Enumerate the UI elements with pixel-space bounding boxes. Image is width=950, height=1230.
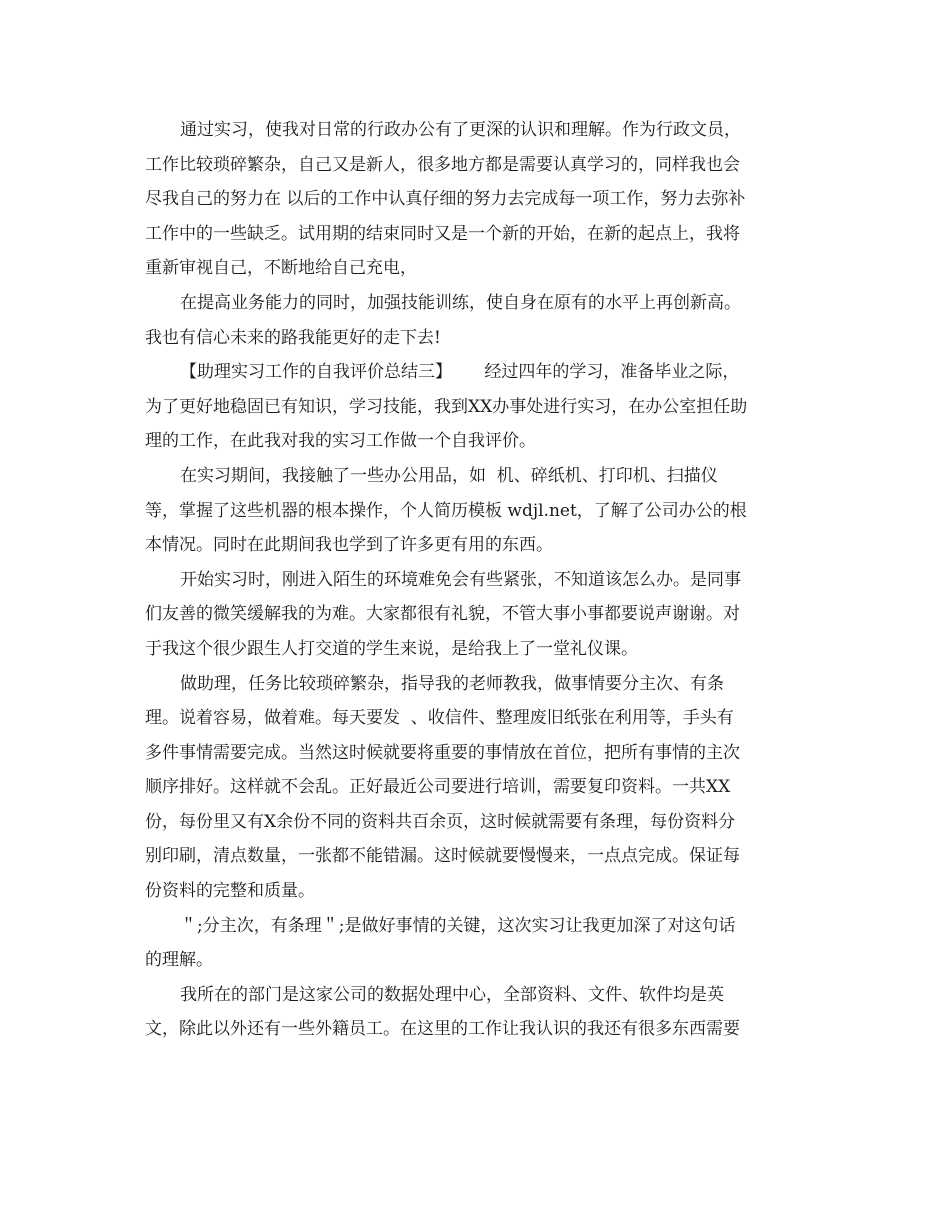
paragraph-5-line-1: 开始实习时，刚进入陌生的环境难免会有些紧张，不知道该怎么办。是同事 xyxy=(180,569,741,590)
paragraph-6-line-6: 别印刷，清点数量，一张都不能错漏。这时候就要慢慢来，一点点完成。保证每 xyxy=(145,846,740,867)
paragraph-1-line-1: 通过实习，使我对日常的行政办公有了更深的认识和理解。作为行政文员， xyxy=(180,120,741,140)
paragraph-6-line-3: 多件事情需要完成。当然这时候就要将重要的事情放在首位，把所有事情的主次 xyxy=(145,742,740,763)
paragraph-4-line-3: 本情况。同时在此期间我也学到了许多更有用的东西。 xyxy=(145,535,553,556)
paragraph-4-line-1: 在实习期间，我接触了一些办公用品，如 机、碎纸机、打印机、扫描仪 xyxy=(180,465,718,486)
paragraph-7-line-1: ＂;分主次，有条理＂;是做好事情的关键，这次实习让我更加深了对这句话 xyxy=(180,915,736,936)
paragraph-1-line-3: 尽我自己的努力在 以后的工作中认真仔细的努力去完成每一项工作，努力去弥补 xyxy=(145,189,746,210)
paragraph-3-line-2: 为了更好地稳固已有知识，学习技能，我到XX办事处进行实习，在办公室担任助 xyxy=(145,396,748,417)
paragraph-2-line-2: 我也有信心未来的路我能更好的走下去! xyxy=(145,327,441,348)
paragraph-5-line-2: 们友善的微笑缓解我的为难。大家都很有礼貌，不管大事小事都要说声谢谢。对 xyxy=(145,604,740,625)
paragraph-1-line-4: 工作中的一些缺乏。试用期的结束同时又是一个新的开始，在新的起点上，我将 xyxy=(145,223,740,244)
paragraph-1-line-2: 工作比较琐碎繁杂，自己又是新人，很多地方都是需要认真学习的，同样我也会 xyxy=(145,154,740,175)
paragraph-1-line-5: 重新审视自己，不断地给自己充电， xyxy=(145,258,417,279)
paragraph-6-line-1: 做助理，任务比较琐碎繁杂，指导我的老师教我，做事情要分主次、有条 xyxy=(180,673,724,694)
paragraph-3-line-3: 理的工作，在此我对我的实习工作做一个自我评价。 xyxy=(145,431,536,452)
paragraph-8-line-1: 我所在的部门是这家公司的数据处理中心，全部资料、文件、软件均是英 xyxy=(180,984,724,1005)
paragraph-8-line-2: 文，除此以外还有一些外籍员工。在这里的工作让我认识的我还有很多东西需要 xyxy=(145,1019,740,1040)
paragraph-7-line-2: 的理解。 xyxy=(145,950,213,971)
paragraph-6-line-7: 份资料的完整和质量。 xyxy=(145,881,315,902)
paragraph-5-line-3: 于我这个很少跟生人打交道的学生来说，是给我上了一堂礼仪课。 xyxy=(145,638,638,659)
paragraph-2-line-1: 在提高业务能力的同时，加强技能训练，使自身在原有的水平上再创新高。 xyxy=(180,292,741,313)
document-body xyxy=(145,113,810,1047)
paragraph-4-line-2: 等，掌握了这些机器的根本操作，个人简历模板 wdjl.net，了解了公司办公的根 xyxy=(145,500,747,521)
paragraph-3-line-1: 【助理实习工作的自我评价总结三】 经过四年的学习，准备毕业之际， xyxy=(180,362,740,383)
paragraph-6-line-2: 理。说着容易，做着难。每天要发 、收信件、整理废旧纸张在利用等，手头有 xyxy=(145,708,734,729)
paragraph-6-line-5: 份，每份里又有X余份不同的资料共百余页，这时候就需要有条理，每份资料分 xyxy=(145,811,736,832)
paragraph-6-line-4: 顺序排好。这样就不会乱。正好最近公司要进行培训，需要复印资料。一共XX xyxy=(145,777,731,798)
